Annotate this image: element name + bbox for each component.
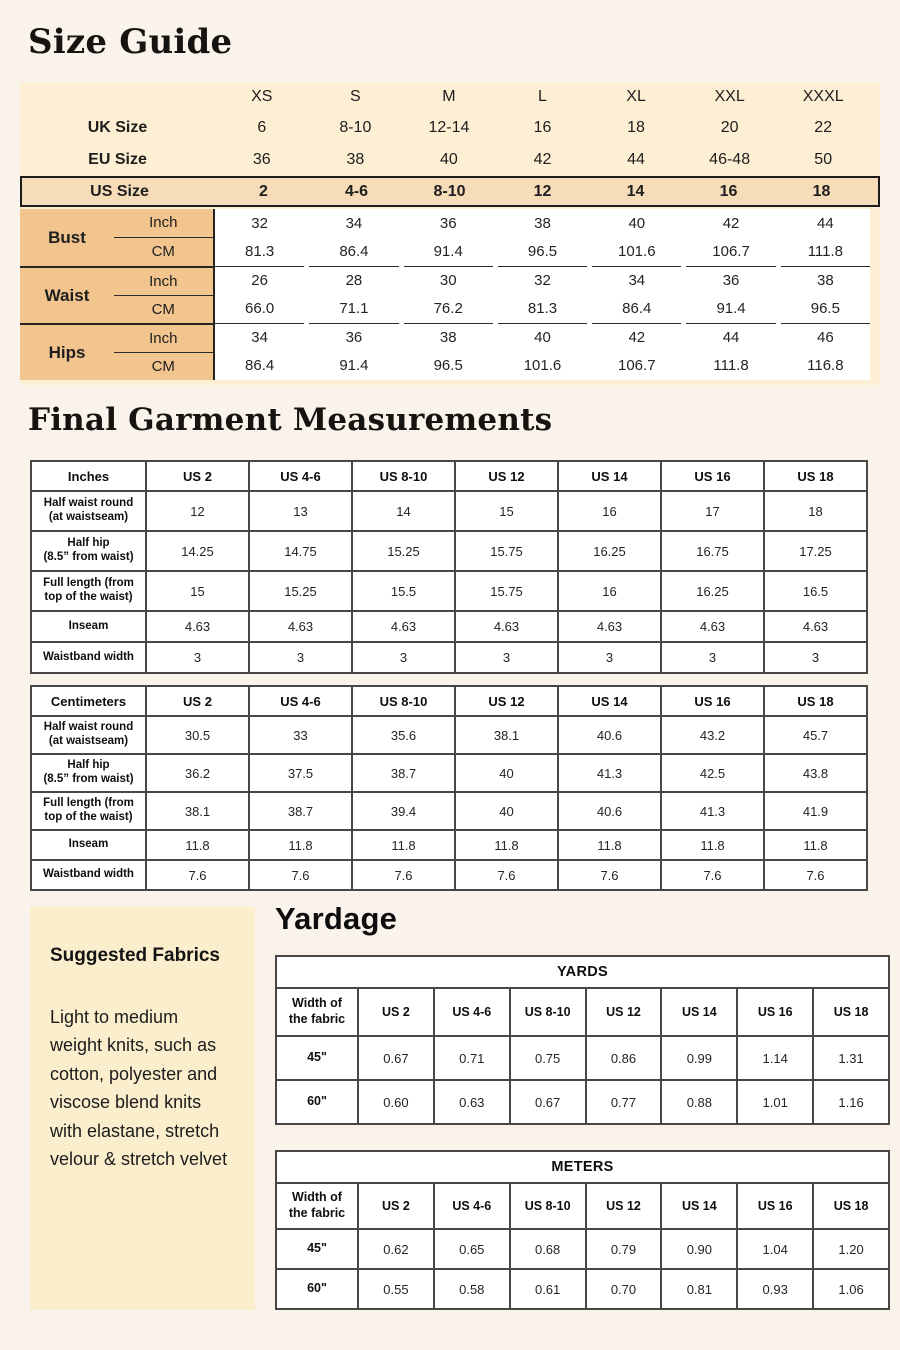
cell: 4.63	[353, 612, 454, 641]
centimeters-unit-header: Centimeters	[32, 687, 145, 715]
cell: 37.5	[250, 755, 351, 791]
inches-unit-header: Inches	[32, 462, 145, 490]
waist-cm-unit-label: CM	[151, 300, 175, 318]
meters-title-row	[277, 1152, 888, 1182]
cell: US 16	[662, 687, 763, 715]
cell: 46	[781, 323, 870, 352]
cell: 40	[440, 151, 458, 168]
waist-label-block	[20, 266, 215, 323]
table-row	[32, 492, 866, 530]
cell: US 8-10	[511, 989, 585, 1035]
table-row	[32, 861, 866, 889]
cell: US 4-6	[435, 1184, 509, 1228]
cell: 86.4	[339, 243, 369, 261]
cell: 22	[814, 119, 833, 136]
cell: 14.25	[147, 532, 248, 570]
cell: 81.3	[245, 243, 275, 261]
cell: 38.7	[250, 793, 351, 829]
row-label-half-hip: Half hip (8.5” from waist)	[32, 755, 145, 791]
cell: 36	[309, 323, 398, 352]
cell: 81.3	[527, 300, 558, 318]
uk-size-row	[20, 112, 880, 144]
cell: 0.81	[662, 1270, 736, 1308]
suggested-fabrics-title: Suggested Fabrics	[50, 945, 220, 966]
hips-name: Hips	[48, 342, 86, 362]
cell: 71.1	[339, 300, 369, 318]
cell: US 14	[662, 989, 736, 1035]
cell: 3	[765, 643, 866, 672]
cell: 41.9	[765, 793, 866, 829]
cell: US 16	[738, 989, 812, 1035]
eu-size-label: EU Size	[88, 151, 147, 168]
cell: 1.01	[738, 1081, 812, 1123]
table-row	[32, 643, 866, 672]
width-of-fabric-header: Width of the fabric	[277, 1184, 357, 1228]
cell: 11.8	[559, 831, 660, 859]
cell: 0.90	[662, 1230, 736, 1268]
inches-header-row	[32, 462, 866, 490]
cell: 96.5	[433, 357, 463, 375]
cell: 43.8	[765, 755, 866, 791]
cell: US 16	[738, 1184, 812, 1228]
cell: 14	[626, 182, 645, 200]
hips-cm-row	[215, 352, 870, 381]
cell: 0.75	[511, 1037, 585, 1079]
suggested-fabrics-text: Light to medium weight knits, such as cotton, polyester and viscose blend knits with elastane, stretch velour & stretch velvet	[50, 1007, 228, 1170]
cell: 18	[627, 119, 645, 136]
yards-table	[275, 955, 890, 1125]
meters-table	[275, 1150, 890, 1310]
cell: 46-48	[709, 151, 751, 168]
cell: L	[538, 88, 547, 105]
cell: US 12	[587, 1184, 661, 1228]
cell: 14.75	[250, 532, 351, 570]
cell: 38	[534, 214, 551, 232]
cell: US 18	[765, 687, 866, 715]
cell: 0.67	[511, 1081, 585, 1123]
cell: 4.63	[662, 612, 763, 641]
cell: 0.60	[359, 1081, 433, 1123]
cell: 39.4	[353, 793, 454, 829]
page-title: Size Guide	[28, 22, 233, 62]
cell: 38	[404, 323, 493, 352]
cell: 11.8	[765, 831, 866, 859]
row-label-full-length: Full length (from top of the waist)	[32, 572, 145, 610]
table-row	[277, 1270, 888, 1308]
cell: 28	[309, 266, 398, 295]
cell: US 12	[587, 989, 661, 1035]
cell: 34	[592, 266, 681, 295]
cell: 0.79	[587, 1230, 661, 1268]
row-label-waistband: Waistband width	[32, 643, 145, 672]
cell: 17	[662, 492, 763, 530]
cell: 44	[686, 323, 775, 352]
cell: 15.75	[456, 572, 557, 610]
cell: 2	[259, 182, 268, 200]
cell: US 14	[559, 687, 660, 715]
cell: 0.58	[435, 1270, 509, 1308]
cell: 3	[662, 643, 763, 672]
table-row	[32, 612, 866, 641]
cell: 34	[345, 214, 363, 232]
cell: 7.6	[662, 861, 763, 889]
cell: US 4-6	[250, 687, 351, 715]
hips-values	[215, 323, 870, 380]
cell: 42.5	[662, 755, 763, 791]
cell: 106.7	[712, 243, 750, 261]
bust-label-block	[20, 209, 215, 266]
cell: 7.6	[147, 861, 248, 889]
cell: 36	[686, 266, 775, 295]
cell: 101.6	[523, 357, 562, 375]
cell: 41.3	[559, 755, 660, 791]
cell: 4.63	[559, 612, 660, 641]
cell: 36.2	[147, 755, 248, 791]
table-row	[32, 572, 866, 610]
cell: 40	[498, 323, 587, 352]
cell: 0.61	[511, 1270, 585, 1308]
cell: 1.31	[814, 1037, 888, 1079]
cell: 16	[559, 572, 660, 610]
table-row	[277, 1230, 888, 1268]
cell: 1.06	[814, 1270, 888, 1308]
cell: US 18	[814, 1184, 888, 1228]
hips-label-block	[20, 323, 215, 380]
cell: 18	[765, 492, 866, 530]
cell: US 14	[559, 462, 660, 490]
cell: US 18	[765, 462, 866, 490]
table-row	[32, 831, 866, 859]
waist-inch-row	[215, 266, 870, 295]
cell: US 8-10	[353, 687, 454, 715]
cell: XL	[626, 88, 646, 105]
cell: 34	[215, 323, 304, 352]
cell: 12-14	[428, 119, 470, 136]
waist-values	[215, 266, 870, 323]
bust-cm-unit-label: CM	[151, 243, 175, 261]
hips-inch-row	[215, 323, 870, 352]
cell: 42	[533, 151, 552, 168]
cell: 26	[215, 266, 304, 295]
row-label-full-length: Full length (from top of the waist)	[32, 793, 145, 829]
cell: 38.1	[147, 793, 248, 829]
cell: 30.5	[147, 717, 248, 753]
row-label-half-waist: Half waist round (at waistseam)	[32, 717, 145, 753]
cell: 0.65	[435, 1230, 509, 1268]
table-row	[32, 532, 866, 570]
waist-inch-unit-label: Inch	[114, 268, 213, 296]
cell: 16.25	[662, 572, 763, 610]
cell: 40	[628, 214, 646, 232]
row-label-60in: 60"	[277, 1270, 357, 1308]
cell: 0.88	[662, 1081, 736, 1123]
cell: 15.75	[456, 532, 557, 570]
cell: 14	[353, 492, 454, 530]
waist-cm-row	[215, 295, 870, 324]
cell: 32	[498, 266, 587, 295]
cell: XS	[251, 88, 273, 105]
cell: 18	[812, 182, 831, 200]
cell: 7.6	[353, 861, 454, 889]
cell: US 14	[662, 1184, 736, 1228]
bust-cm-row	[215, 238, 870, 267]
cell: 15	[147, 572, 248, 610]
cell: 38	[781, 266, 870, 295]
cell: US 12	[456, 462, 557, 490]
cell: 0.62	[359, 1230, 433, 1268]
cell: 86.4	[245, 357, 275, 375]
cell: 0.63	[435, 1081, 509, 1123]
cell: 0.93	[738, 1270, 812, 1308]
cell: US 2	[147, 687, 248, 715]
row-label-60in: 60"	[277, 1081, 357, 1123]
cell: 7.6	[456, 861, 557, 889]
cell: 41.3	[662, 793, 763, 829]
meters-title-cell: METERS	[277, 1152, 888, 1182]
hips-inch-unit-label: Inch	[114, 325, 213, 353]
cell: US 12	[456, 687, 557, 715]
cell: 11.8	[250, 831, 351, 859]
suggested-fabrics-box	[30, 907, 255, 1310]
cell: 15.25	[353, 532, 454, 570]
cell: 3	[250, 643, 351, 672]
cell: 44	[627, 151, 645, 168]
row-label-half-hip: Half hip (8.5” from waist)	[32, 532, 145, 570]
cell: 36	[252, 151, 271, 168]
cell: US 2	[359, 1184, 433, 1228]
cell: 30	[404, 266, 493, 295]
cell: 3	[353, 643, 454, 672]
cell: 16	[719, 182, 738, 200]
cell: 0.99	[662, 1037, 736, 1079]
cell: 36	[439, 214, 457, 232]
bust-section	[20, 209, 880, 266]
cell: 38	[346, 151, 365, 168]
table-row	[32, 717, 866, 753]
cell: XXL	[714, 88, 745, 105]
row-label-inseam: Inseam	[32, 612, 145, 641]
bust-name: Bust	[48, 227, 86, 247]
yards-title-row	[277, 957, 888, 987]
garment-centimeters-table	[30, 685, 868, 891]
cell: US 2	[359, 989, 433, 1035]
table-row	[32, 793, 866, 829]
cell: 66.0	[245, 300, 275, 318]
cell: 38.7	[353, 755, 454, 791]
cell: 42	[592, 323, 681, 352]
cell: 0.55	[359, 1270, 433, 1308]
cell: 101.6	[618, 243, 656, 261]
bust-inch-unit-label: Inch	[114, 209, 213, 238]
cell: 86.4	[622, 300, 652, 318]
cell: 40.6	[559, 793, 660, 829]
cell: 40	[456, 755, 557, 791]
us-size-label: US Size	[90, 182, 149, 200]
cell: 3	[456, 643, 557, 672]
eu-size-row	[20, 144, 880, 176]
cell: 0.70	[587, 1270, 661, 1308]
cell: 91.4	[716, 300, 746, 318]
cell: 16	[559, 492, 660, 530]
size-conversion-panel	[20, 82, 880, 385]
cell: 4.63	[456, 612, 557, 641]
meters-header-row	[277, 1184, 888, 1228]
cell: M	[442, 88, 456, 105]
yards-header-row	[277, 989, 888, 1035]
cell: 0.86	[587, 1037, 661, 1079]
centimeters-header-row	[32, 687, 866, 715]
bust-inch-row	[215, 209, 870, 238]
cell: 111.8	[807, 243, 843, 261]
intl-size-header-row	[20, 82, 880, 112]
waist-section	[20, 266, 880, 323]
cell: 3	[147, 643, 248, 672]
cell: US 4-6	[250, 462, 351, 490]
cell: 3	[559, 643, 660, 672]
cell: 12	[533, 182, 552, 200]
row-label-half-waist: Half waist round (at waistseam)	[32, 492, 145, 530]
cell: 4.63	[250, 612, 351, 641]
cell: US 8-10	[353, 462, 454, 490]
cell: 20	[720, 119, 739, 136]
cell: 96.5	[810, 300, 840, 318]
row-label-waistband: Waistband width	[32, 861, 145, 889]
cell: 32	[251, 214, 268, 232]
cell: 45.7	[765, 717, 866, 753]
cell: 40	[456, 793, 557, 829]
cell: 40.6	[559, 717, 660, 753]
cell: 96.5	[527, 243, 558, 261]
cell: 7.6	[250, 861, 351, 889]
table-row	[32, 755, 866, 791]
table-row	[277, 1081, 888, 1123]
cell: 106.7	[618, 357, 656, 375]
cell: 4-6	[344, 182, 369, 200]
cell: 42	[722, 214, 740, 232]
cell: 91.4	[433, 243, 463, 261]
cell: 8-10	[339, 119, 372, 136]
cell: 0.67	[359, 1037, 433, 1079]
hips-cm-unit-label: CM	[151, 357, 175, 375]
cell: US 2	[147, 462, 248, 490]
cell: US 18	[814, 989, 888, 1035]
cell: 38.1	[456, 717, 557, 753]
cell: 91.4	[339, 357, 369, 375]
cell: 111.8	[713, 357, 749, 375]
cell: 0.71	[435, 1037, 509, 1079]
cell: 1.14	[738, 1037, 812, 1079]
waist-name: Waist	[44, 285, 90, 305]
bust-values	[215, 209, 870, 266]
row-label-45in: 45"	[277, 1230, 357, 1268]
cell: 7.6	[559, 861, 660, 889]
cell: 15	[456, 492, 557, 530]
cell: 116.8	[807, 357, 844, 375]
table-row	[277, 1037, 888, 1079]
row-label-45in: 45"	[277, 1037, 357, 1079]
row-label-inseam: Inseam	[32, 831, 145, 859]
garment-measurements-title: Final Garment Measurements	[28, 402, 553, 438]
cell: 16.75	[662, 532, 763, 570]
cell: 0.68	[511, 1230, 585, 1268]
cell: 1.16	[814, 1081, 888, 1123]
cell: 17.25	[765, 532, 866, 570]
width-of-fabric-header: Width of the fabric	[277, 989, 357, 1035]
cell: 16.25	[559, 532, 660, 570]
cell: 50	[814, 151, 833, 168]
cell: 43.2	[662, 717, 763, 753]
cell: 35.6	[353, 717, 454, 753]
cell: 76.2	[433, 300, 463, 318]
cell: 11.8	[353, 831, 454, 859]
cell: 1.04	[738, 1230, 812, 1268]
cell: 11.8	[662, 831, 763, 859]
cell: US 16	[662, 462, 763, 490]
cell: 6	[257, 119, 267, 136]
cell: 8-10	[433, 182, 466, 200]
cell: 13	[250, 492, 351, 530]
cell: S	[350, 88, 361, 105]
cell: US 4-6	[435, 989, 509, 1035]
cell: 1.20	[814, 1230, 888, 1268]
cell: 4.63	[765, 612, 866, 641]
cell: 16	[533, 119, 552, 136]
cell: 15.25	[250, 572, 351, 610]
garment-inches-table	[30, 460, 868, 674]
cell: 44	[817, 214, 834, 232]
cell: XXXL	[802, 88, 844, 105]
cell: 11.8	[456, 831, 557, 859]
hips-section	[20, 323, 880, 380]
cell: 33	[250, 717, 351, 753]
cell: 4.63	[147, 612, 248, 641]
yards-title-cell: YARDS	[277, 957, 888, 987]
us-size-row	[20, 176, 880, 207]
uk-size-label: UK Size	[87, 119, 148, 136]
cell: 0.77	[587, 1081, 661, 1123]
cell: US 8-10	[511, 1184, 585, 1228]
cell: 12	[147, 492, 248, 530]
cell: 15.5	[353, 572, 454, 610]
cell: 7.6	[765, 861, 866, 889]
cell: 16.5	[765, 572, 866, 610]
yardage-title: Yardage	[275, 901, 398, 936]
cell: 11.8	[147, 831, 248, 859]
